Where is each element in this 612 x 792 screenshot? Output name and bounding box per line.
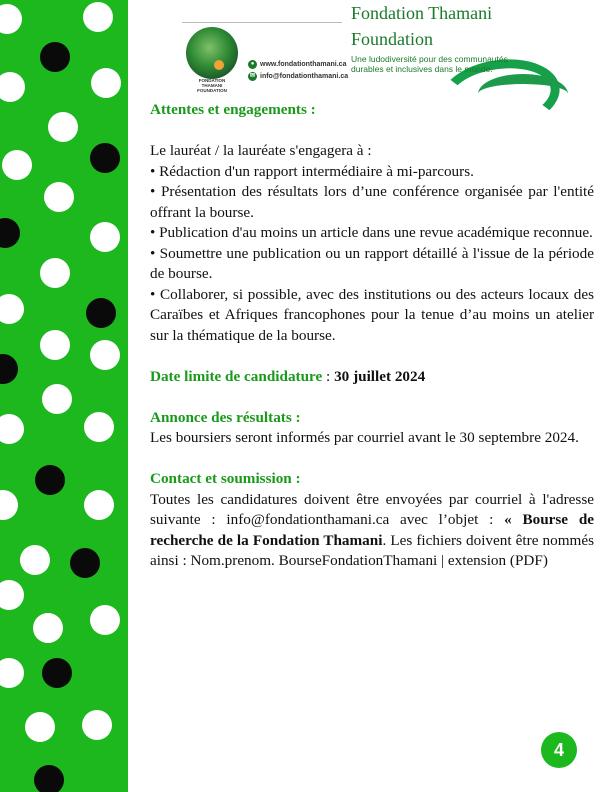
white-dot	[40, 330, 70, 360]
logo-caption-line3: FOUNDATION	[197, 88, 227, 93]
org-name-line2: Foundation	[351, 29, 434, 49]
white-dot	[48, 112, 78, 142]
white-dot	[0, 580, 24, 610]
white-dot	[0, 414, 24, 444]
email-text: info@fondationthamani.ca	[260, 73, 349, 80]
logo-caption	[184, 78, 240, 93]
white-dot	[2, 150, 32, 180]
logo-caption-line2: THAMANI	[201, 83, 223, 88]
contact-heading: Contact et soumission :	[150, 470, 301, 487]
white-dot	[84, 412, 114, 442]
white-dot	[42, 384, 72, 414]
deadline-heading: Date limite de candidature	[150, 367, 323, 385]
engagement-item: • Collaborer, si possible, avec des institutions ou des acteurs locaux des Caraïbes et Afriques francophones pour la tenue d’au moins un atelier sur la thématique de la bourse.	[150, 285, 594, 344]
white-dot	[84, 490, 114, 520]
black-dot	[42, 658, 72, 688]
black-dot	[40, 42, 70, 72]
tagline: Une ludodiversité pour des communautés durables et inclusives dans le monde.	[351, 54, 508, 74]
results-text: Les boursiers seront informés par courriel avant le 30 septembre 2024.	[150, 429, 579, 446]
white-dot	[0, 490, 18, 520]
deadline-line	[150, 367, 594, 388]
engagements-intro: Le lauréat / la lauréate s'engagera à :	[150, 142, 372, 159]
engagement-item: • Soumettre une publication ou un rapport détaillé à l'issue de la période de bourse.	[150, 244, 594, 282]
white-dot	[0, 294, 24, 324]
white-dot	[33, 613, 63, 643]
logo-caption-line1: FONDATION	[198, 78, 226, 83]
white-dot	[0, 4, 22, 34]
white-dot	[40, 258, 70, 288]
deadline-date: 30 juillet 2024	[334, 367, 426, 385]
white-dot	[44, 182, 74, 212]
website-row	[248, 60, 346, 69]
white-dot	[82, 710, 112, 740]
header-rule	[182, 22, 342, 23]
engagement-item: • Publication d'au moins un article dans une revue académique reconnue.	[150, 224, 593, 241]
email-row	[248, 72, 348, 81]
spacer	[150, 387, 594, 408]
contact-text	[150, 490, 594, 572]
white-dot	[25, 712, 55, 742]
engagements-heading: Attentes et engagements :	[150, 101, 316, 118]
page-body	[150, 100, 594, 572]
black-dot	[0, 218, 20, 248]
black-dot	[86, 298, 116, 328]
engagement-item: • Rédaction d'un rapport intermédiaire à mi-parcours.	[150, 162, 474, 180]
black-dot	[0, 354, 18, 384]
decorative-polka-dot-sidebar	[0, 0, 128, 792]
page-header	[178, 0, 608, 98]
logo-sun	[214, 60, 224, 70]
spacer	[150, 449, 594, 470]
white-dot	[90, 605, 120, 635]
contact-text-before: Toutes les candidatures doivent être envoyées par courriel à l'adresse suivante : info@fondationthamani.ca avec l’objet :	[150, 490, 594, 528]
email-subject: « Bourse de recherche de la Fondation Thamani	[150, 511, 595, 549]
globe-icon: ●	[248, 60, 257, 69]
black-dot	[70, 548, 100, 578]
results-heading: Annonce des résultats :	[150, 408, 301, 426]
foundation-logo	[186, 27, 238, 79]
contact-text-after: . Les fichiers doivent être nommés ainsi : Nom.prenom. BourseFondationThamani | extension (PDF)	[150, 531, 595, 569]
white-dot	[90, 222, 120, 252]
white-dot	[20, 545, 50, 575]
spacer	[150, 121, 594, 142]
page-number-badge: 4	[541, 732, 577, 768]
black-dot	[90, 143, 120, 173]
white-dot	[83, 2, 113, 32]
black-dot	[35, 465, 65, 495]
white-dot	[0, 658, 24, 688]
spacer	[150, 346, 594, 367]
organization-name	[351, 2, 492, 51]
org-name-line1: Fondation Thamani	[351, 3, 493, 23]
website-text: www.fondationthamani.ca	[260, 61, 347, 68]
engagement-item: • Présentation des résultats lors d’une conférence organisée par l'entité offrant la bourse.	[150, 183, 594, 221]
white-dot	[0, 72, 25, 102]
white-dot	[91, 68, 121, 98]
white-dot	[90, 340, 120, 370]
black-dot	[34, 765, 64, 792]
deadline-separator: :	[322, 367, 335, 385]
mail-icon: ✉	[249, 73, 256, 79]
